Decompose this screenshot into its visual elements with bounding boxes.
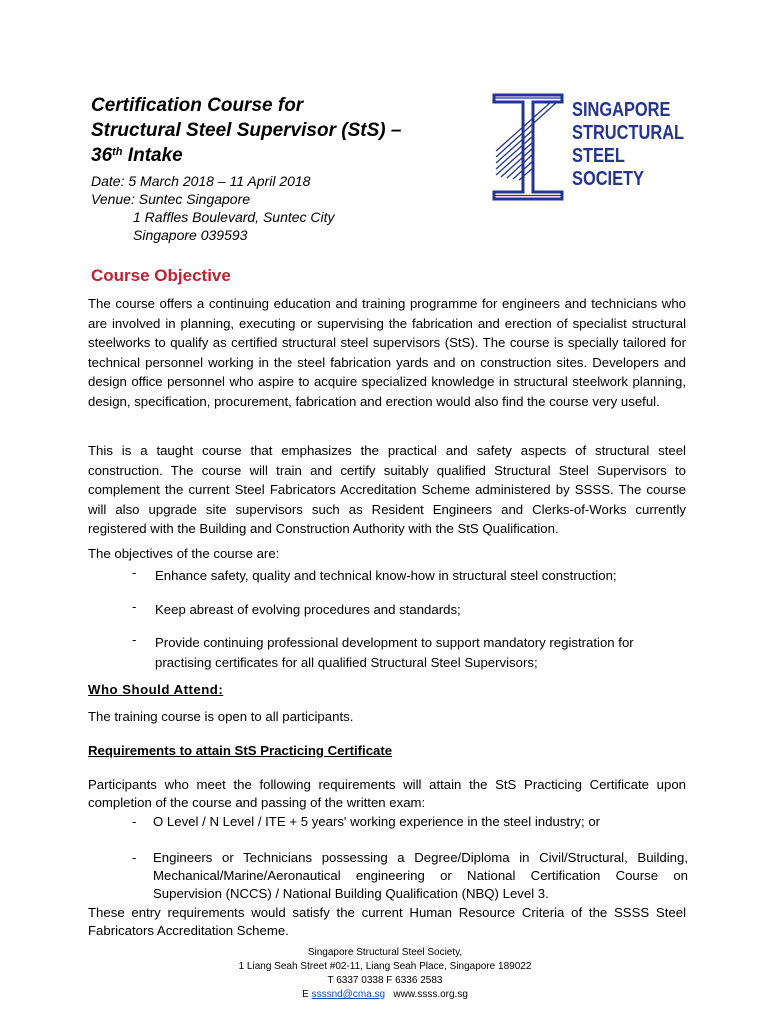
list-item [88, 566, 688, 586]
requirements-list [88, 813, 688, 903]
footer-org: Singapore Structural Steel Society, [307, 947, 463, 958]
who-should-attend-text: The training course is open to all participants. [88, 709, 354, 724]
email-link[interactable]: ssssnd@cma.sg [311, 989, 386, 1000]
footer-phone: T 6337 0338 F 6336 2583 [327, 975, 443, 986]
dash-icon: - [132, 850, 137, 865]
list-item-text: Provide continuing professional development to support mandatory registration for practising certificates for all qualified Structural Steel Supervisors; [155, 635, 634, 670]
list-item-text: Keep abreast of evolving procedures and standards; [155, 601, 461, 617]
list-item [88, 600, 688, 620]
list-item [88, 813, 688, 831]
who-should-attend-heading: Who Should Attend: [88, 682, 224, 697]
document-title [91, 93, 471, 168]
dash-icon: - [132, 632, 137, 648]
logo-line-2: STRUCTURAL [572, 122, 685, 144]
page-footer [200, 946, 570, 1002]
objectives-list [88, 566, 688, 672]
title-line-2: Structural Steel Supervisor (StS) – [91, 120, 402, 141]
list-item-text: Engineers or Technicians possessing a Degree/Diploma in Civil/Structural, Building, Mechanical/Marine/Aeronautical engineering or National Certification Course on Supervision (NCCS) / National Building Qualification (NBQ) Level 3. [153, 850, 688, 901]
title-line-3 [91, 143, 471, 168]
email-label: E [302, 989, 312, 1000]
intake-suffix: th [112, 146, 123, 158]
dash-icon: - [132, 814, 137, 829]
footer-address: 1 Liang Seah Street #02-11, Liang Seah Place, Singapore 189022 [238, 961, 532, 972]
dash-icon: - [132, 598, 137, 614]
requirements-heading: Requirements to attain StS Practicing Certificate [88, 743, 393, 758]
logo-line-3: STEEL [572, 145, 625, 167]
list-item-text: Enhance safety, quality and technical know-how in structural steel construction; [155, 568, 617, 583]
intake-label: Intake [122, 145, 183, 166]
footer-contact [200, 988, 570, 1002]
objective-paragraph-2: This is a taught course that emphasizes the practical and safety aspects of structural steel construction. The course will train and certify suitably qualified Structural Steel Supervisors to complement the current Steel Fabricators Accreditation Scheme administered by SSSS. The course will also upgrade site supervisors such as Resident Engineers and Clerks-of-Works currently registered with the Building and Construction Authority with the StS Qualification. [88, 443, 686, 537]
objectives-intro: The objectives of the course are: [88, 546, 280, 561]
intake-number: 36 [91, 145, 113, 166]
requirements-closing: These entry requirements would satisfy the current Human Resource Criteria of the SSSS Steel Fabricators Accreditation Scheme. [88, 905, 686, 938]
list-item [88, 633, 688, 672]
website-link[interactable]: www.ssss.org.sg [393, 989, 468, 1000]
logo-line-4: SOCIETY [572, 168, 644, 190]
course-objective-heading: Course Objective [91, 266, 231, 285]
course-details [91, 172, 335, 244]
dash-icon: - [132, 565, 137, 580]
venue-address-1: 1 Raffles Boulevard, Suntec City [133, 209, 335, 225]
course-date: Date: 5 March 2018 – 11 April 2018 [91, 173, 311, 189]
ssss-logo-text [572, 99, 684, 191]
title-line-1: Certification Course for [91, 95, 304, 116]
logo-line-1: SINGAPORE [572, 99, 671, 121]
venue-address-2: Singapore 039593 [133, 227, 248, 243]
course-venue: Venue: Suntec Singapore [91, 191, 251, 207]
objective-paragraph-1: The course offers a continuing education and training programme for engineers and technicians who are involved in planning, executing or supervising the fabrication and erection of specialist structural steelworks to qualify as certified structural steel supervisors (StS). The course is specially tailored for technical personnel working in the steel fabrication yards and on construction sites. Developers and design office personnel who aspire to acquire specialized knowledge in structural steelwork planning, design, specification, procurement, fabrication and erection would also find the course very useful. [88, 296, 686, 409]
list-item-text: O Level / N Level / ITE + 5 years' working experience in the steel industry; or [153, 814, 601, 829]
list-item [88, 849, 688, 903]
requirements-intro: Participants who meet the following requirements will attain the StS Practicing Certificate upon completion of the course and passing of the written exam: [88, 777, 686, 810]
